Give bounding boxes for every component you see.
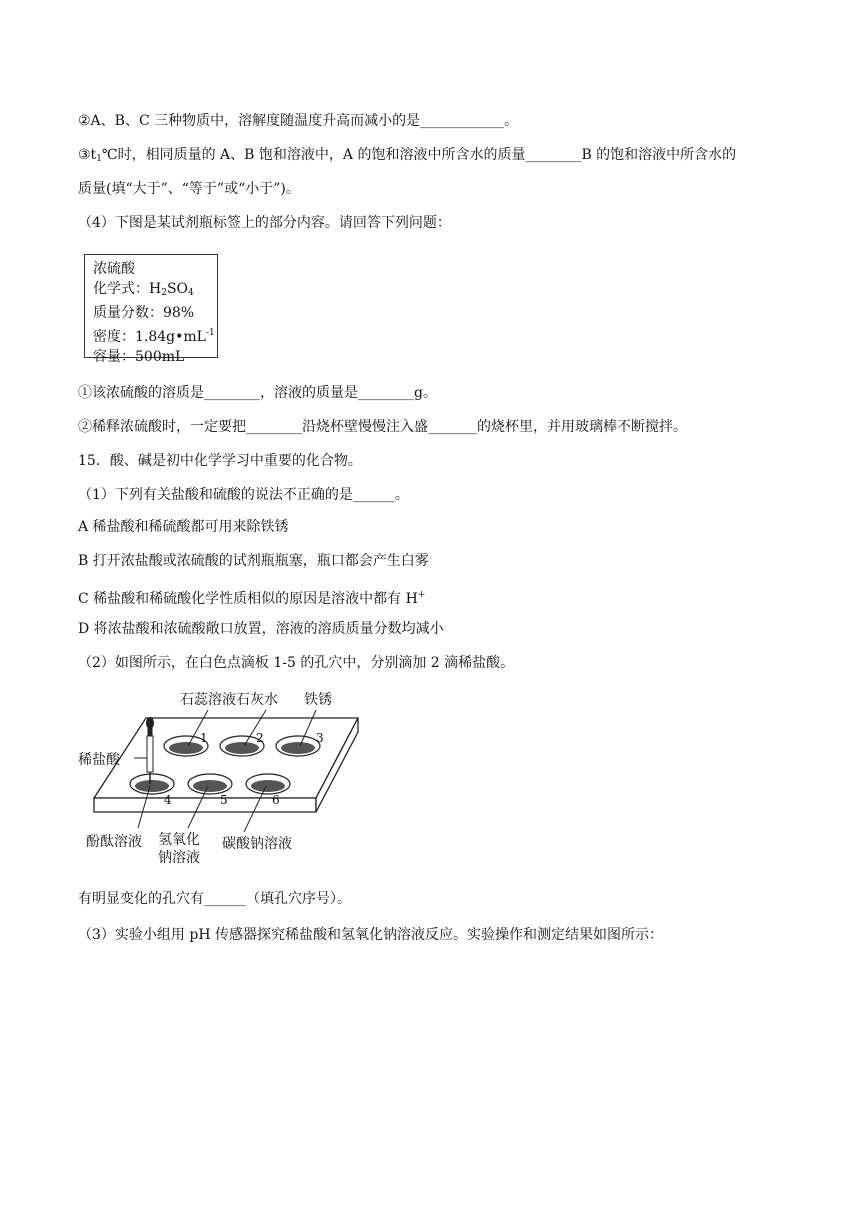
label-litmus: 石蕊溶液	[180, 692, 236, 708]
label-density: 密度：$1.84g•mL^{-1}$	[93, 328, 215, 345]
question-3-line-2: 质量(填“大于”、“等于”或“小于”)。	[78, 181, 300, 197]
part-4-intro: （4）下图是某试剂瓶标签上的部分内容。请回答下列问题：	[78, 215, 451, 231]
label-naoh-line-2: 钠溶液	[158, 850, 200, 866]
well-number-5: 5	[220, 793, 228, 807]
spot-plate-figure	[76, 688, 366, 868]
question-15-part-2: （2）如图所示，在白色点滴板 1-5 的孔穴中，分别滴加 2 滴稀盐酸。	[78, 655, 515, 671]
question-15-title: 15．酸、碱是初中化学学习中重要的化合物。	[78, 453, 362, 469]
well-number-2: 2	[256, 731, 264, 745]
option-c: C 稀盐酸和稀硫酸化学性质相似的原因是溶液中都有 H+	[78, 590, 426, 607]
label-name: 浓硫酸	[93, 261, 135, 277]
well-3	[281, 742, 315, 754]
label-phenolphthalein: 酚酞溶液	[86, 834, 142, 850]
question-15-part-2-answer: 有明显变化的孔穴有______（填孔穴序号）。	[78, 891, 351, 907]
label-formula: 化学式：$H_2SO_4$	[93, 281, 194, 298]
label-naoh-line-1: 氢氧化	[158, 832, 200, 848]
q3-subscript: 1	[96, 154, 102, 164]
plate-front	[94, 798, 316, 812]
option-d: D 将浓盐酸和浓硫酸敞口放置，溶液的溶质质量分数均减小	[78, 621, 444, 637]
well-1	[169, 742, 203, 754]
well-4	[135, 780, 169, 792]
question-15-part-3: （3）实验小组用 pH 传感器探究稀盐酸和氢氧化钠溶液反应。实验操作和测定结果如图所示：	[78, 927, 663, 943]
label-sodium-carbonate: 碳酸钠溶液	[222, 836, 292, 852]
well-2	[225, 742, 259, 754]
question-2-line: ②A、B、C 三种物质中，溶解度随温度升高而减小的是____________。	[78, 113, 519, 129]
spot-plate-svg	[76, 688, 366, 868]
label-limewater: 石灰水	[236, 692, 278, 708]
well-number-6: 6	[272, 793, 280, 807]
question-3-line-1	[78, 146, 736, 168]
well-5	[193, 780, 227, 792]
question-15-part-1: （1）下列有关盐酸和硫酸的说法不正确的是______。	[78, 487, 409, 503]
label-mass-fraction: 质量分数：98%	[93, 305, 195, 321]
label-volume: 容量：500mL	[93, 349, 185, 365]
well-number-1: 1	[200, 731, 208, 745]
q3-pre: ③t	[78, 147, 97, 163]
label-acid: 稀盐酸	[78, 752, 120, 768]
part-4-question-1: ①该浓硫酸的溶质是________，溶液的质量是________g。	[78, 385, 437, 401]
well-number-4: 4	[164, 793, 172, 807]
part-4-question-2: ②稀释浓硫酸时，一定要把________沿烧杯壁慢慢注入盛_______的烧杯里，并用玻璃棒不断搅拌。	[78, 419, 687, 435]
well-6	[251, 780, 285, 792]
h-plus-superscript: +	[417, 590, 426, 600]
reagent-label	[84, 254, 218, 365]
label-rust: 铁锈	[304, 692, 332, 708]
option-b: B 打开浓盐酸或浓硫酸的试剂瓶瓶塞，瓶口都会产生白雾	[78, 553, 429, 569]
option-a: A 稀盐酸和稀硫酸都可用来除铁锈	[78, 519, 289, 535]
well-number-3: 3	[316, 731, 324, 745]
q3-post: ℃时，相同质量的 A、B 饱和溶液中，A 的饱和溶液中所含水的质量________B 的饱和溶液中所含水的	[101, 147, 737, 163]
